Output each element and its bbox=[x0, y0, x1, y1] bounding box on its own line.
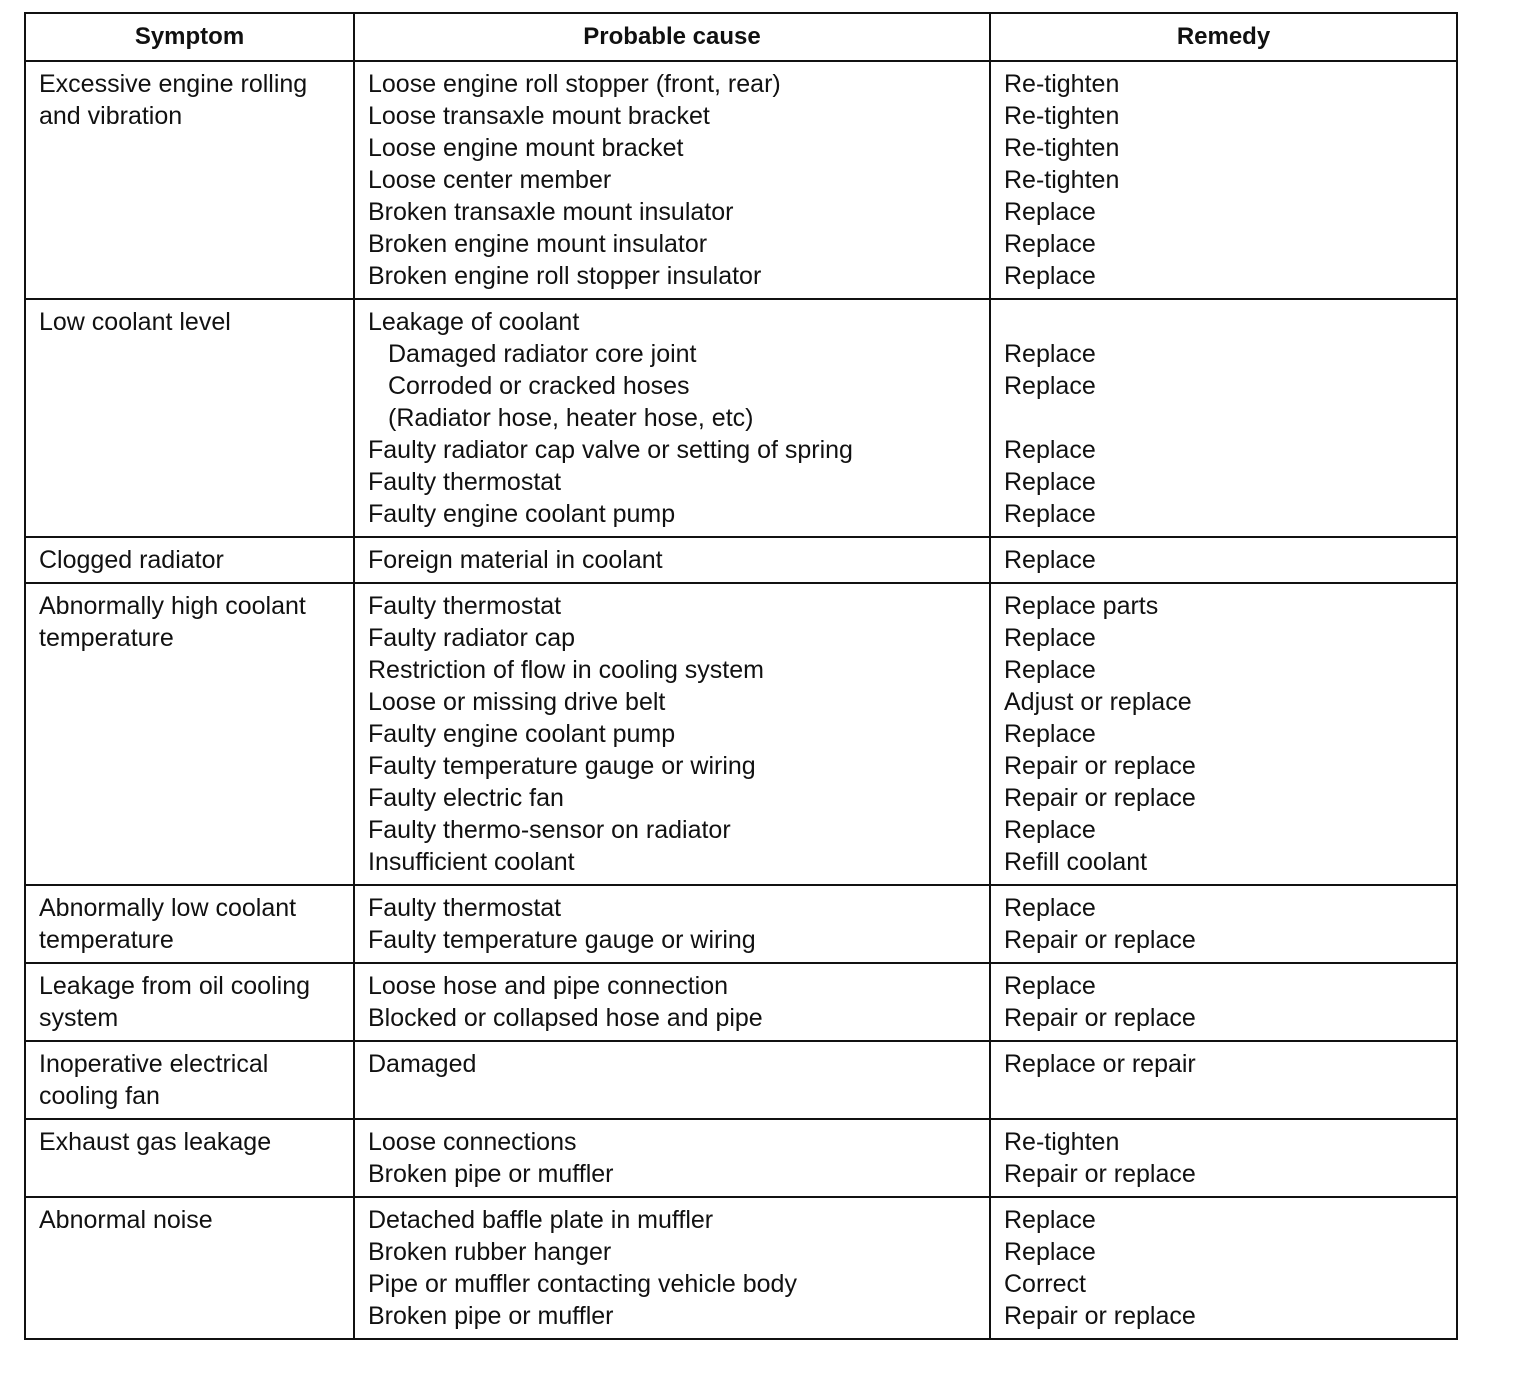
cause-text: Loose engine mount bracket bbox=[368, 134, 684, 162]
cause-text: Corroded or cracked hoses bbox=[388, 372, 690, 400]
header-row bbox=[25, 13, 1457, 61]
remedy-cell bbox=[990, 537, 1457, 583]
cause-text: Damaged bbox=[368, 1050, 477, 1078]
symptom-text: Clogged radiator bbox=[39, 546, 224, 574]
cause-text: Loose or missing drive belt bbox=[368, 688, 666, 716]
symptom-cell bbox=[25, 299, 354, 537]
cause-text: Faulty temperature gauge or wiring bbox=[368, 752, 756, 780]
remedy-text: Replace bbox=[1004, 624, 1096, 652]
remedy-text: Re-tighten bbox=[1004, 1128, 1120, 1156]
cause-text: Faulty thermostat bbox=[368, 894, 562, 922]
remedy-cell bbox=[990, 299, 1457, 537]
cause-text: Restriction of flow in cooling system bbox=[368, 656, 764, 684]
symptom-cell bbox=[25, 583, 354, 885]
symptom-text: temperature bbox=[39, 624, 174, 652]
remedy-text: Replace bbox=[1004, 656, 1096, 684]
remedy-cell bbox=[990, 885, 1457, 963]
cause-text: Damaged radiator core joint bbox=[388, 340, 697, 368]
table-row bbox=[25, 537, 1457, 583]
remedy-text: Refill coolant bbox=[1004, 848, 1148, 876]
symptom-text: Abnormally low coolant bbox=[39, 894, 297, 922]
symptom-cell bbox=[25, 61, 354, 299]
remedy-cell bbox=[990, 1197, 1457, 1339]
symptom-text: Leakage from oil cooling bbox=[39, 972, 310, 1000]
remedy-text: Replace bbox=[1004, 546, 1096, 574]
symptom-text: Abnormal noise bbox=[39, 1206, 213, 1234]
probable-cause-header: Probable cause bbox=[354, 13, 990, 61]
table-row bbox=[25, 61, 1457, 299]
probable-cause-cell bbox=[354, 885, 990, 963]
remedy-text bbox=[1004, 402, 1444, 434]
probable-cause-cell bbox=[354, 1197, 990, 1339]
probable-cause-cell bbox=[354, 1119, 990, 1197]
symptom-header: Symptom bbox=[25, 13, 354, 61]
remedy-cell bbox=[990, 1119, 1457, 1197]
remedy-text: Replace bbox=[1004, 230, 1096, 258]
cause-text: Leakage of coolant bbox=[368, 308, 580, 336]
table-row bbox=[25, 583, 1457, 885]
remedy-text bbox=[1004, 306, 1444, 338]
cause-text: Faulty thermostat bbox=[368, 592, 562, 620]
remedy-text: Replace bbox=[1004, 720, 1096, 748]
probable-cause-cell bbox=[354, 583, 990, 885]
table-row bbox=[25, 1119, 1457, 1197]
remedy-text: Replace or repair bbox=[1004, 1050, 1196, 1078]
cause-text: Detached baffle plate in muffler bbox=[368, 1206, 714, 1234]
remedy-text: Re-tighten bbox=[1004, 166, 1120, 194]
cause-text: Faulty radiator cap bbox=[368, 624, 576, 652]
remedy-text: Repair or replace bbox=[1004, 784, 1196, 812]
remedy-text: Repair or replace bbox=[1004, 926, 1196, 954]
table-row bbox=[25, 963, 1457, 1041]
probable-cause-cell bbox=[354, 537, 990, 583]
symptom-text: temperature bbox=[39, 926, 174, 954]
remedy-text: Repair or replace bbox=[1004, 752, 1196, 780]
cause-text: Broken pipe or muffler bbox=[368, 1160, 614, 1188]
remedy-cell bbox=[990, 583, 1457, 885]
remedy-text: Re-tighten bbox=[1004, 102, 1120, 130]
cause-text: Loose engine roll stopper (front, rear) bbox=[368, 70, 781, 98]
remedy-text: Replace bbox=[1004, 340, 1096, 368]
cause-text: Faulty radiator cap valve or setting of spring bbox=[368, 436, 853, 464]
cause-text: Broken engine mount insulator bbox=[368, 230, 708, 258]
table-row bbox=[25, 1197, 1457, 1339]
cause-text: Pipe or muffler contacting vehicle body bbox=[368, 1270, 797, 1298]
remedy-text: Replace bbox=[1004, 816, 1096, 844]
cause-text: Faulty engine coolant pump bbox=[368, 500, 676, 528]
symptom-cell bbox=[25, 885, 354, 963]
remedy-cell bbox=[990, 963, 1457, 1041]
table-row bbox=[25, 885, 1457, 963]
cause-text: Faulty temperature gauge or wiring bbox=[368, 926, 756, 954]
cause-text: Loose center member bbox=[368, 166, 612, 194]
table-header bbox=[25, 13, 1457, 61]
symptom-text: system bbox=[39, 1004, 119, 1032]
symptom-text: Abnormally high coolant bbox=[39, 592, 306, 620]
cause-text: Blocked or collapsed hose and pipe bbox=[368, 1004, 763, 1032]
remedy-text: Replace bbox=[1004, 468, 1096, 496]
probable-cause-cell bbox=[354, 61, 990, 299]
remedy-text: Replace bbox=[1004, 262, 1096, 290]
table-row bbox=[25, 299, 1457, 537]
remedy-text: Replace bbox=[1004, 972, 1096, 1000]
probable-cause-cell bbox=[354, 1041, 990, 1119]
cause-text: Foreign material in coolant bbox=[368, 546, 663, 574]
remedy-text: Replace bbox=[1004, 436, 1096, 464]
remedy-text: Replace bbox=[1004, 500, 1096, 528]
cause-text: Broken transaxle mount insulator bbox=[368, 198, 734, 226]
cause-text: Broken engine roll stopper insulator bbox=[368, 262, 762, 290]
table-row bbox=[25, 1041, 1457, 1119]
cause-text: Faulty electric fan bbox=[368, 784, 564, 812]
probable-cause-cell bbox=[354, 963, 990, 1041]
remedy-text: Correct bbox=[1004, 1270, 1086, 1298]
remedy-header: Remedy bbox=[990, 13, 1457, 61]
remedy-text: Replace bbox=[1004, 372, 1096, 400]
cause-text: Faulty thermo-sensor on radiator bbox=[368, 816, 731, 844]
symptom-text: Excessive engine rolling bbox=[39, 70, 308, 98]
symptom-cell bbox=[25, 1197, 354, 1339]
remedy-text: Repair or replace bbox=[1004, 1160, 1196, 1188]
symptom-cell bbox=[25, 1041, 354, 1119]
cause-text: Faulty thermostat bbox=[368, 468, 562, 496]
cause-text: Loose connections bbox=[368, 1128, 577, 1156]
cause-text: Faulty engine coolant pump bbox=[368, 720, 676, 748]
remedy-text: Repair or replace bbox=[1004, 1302, 1196, 1330]
cause-text: Insufficient coolant bbox=[368, 848, 575, 876]
table-body bbox=[25, 61, 1457, 1339]
symptom-cell bbox=[25, 537, 354, 583]
remedy-cell bbox=[990, 61, 1457, 299]
remedy-text: Replace bbox=[1004, 894, 1096, 922]
symptom-cell bbox=[25, 1119, 354, 1197]
remedy-text: Replace bbox=[1004, 1206, 1096, 1234]
symptom-text: cooling fan bbox=[39, 1082, 160, 1110]
symptom-text: and vibration bbox=[39, 102, 183, 130]
symptom-text: Inoperative electrical bbox=[39, 1050, 269, 1078]
remedy-text: Adjust or replace bbox=[1004, 688, 1192, 716]
remedy-cell bbox=[990, 1041, 1457, 1119]
remedy-text: Replace bbox=[1004, 1238, 1096, 1266]
troubleshooting-table bbox=[24, 12, 1458, 1340]
cause-text: (Radiator hose, heater hose, etc) bbox=[388, 404, 754, 432]
remedy-text: Repair or replace bbox=[1004, 1004, 1196, 1032]
cause-text: Loose hose and pipe connection bbox=[368, 972, 729, 1000]
symptom-text: Low coolant level bbox=[39, 308, 231, 336]
remedy-text: Replace bbox=[1004, 198, 1096, 226]
remedy-text: Re-tighten bbox=[1004, 134, 1120, 162]
cause-text: Broken rubber hanger bbox=[368, 1238, 612, 1266]
symptom-cell bbox=[25, 963, 354, 1041]
probable-cause-cell bbox=[354, 299, 990, 537]
symptom-text: Exhaust gas leakage bbox=[39, 1128, 272, 1156]
cause-text: Loose transaxle mount bracket bbox=[368, 102, 710, 130]
remedy-text: Re-tighten bbox=[1004, 70, 1120, 98]
remedy-text: Replace parts bbox=[1004, 592, 1159, 620]
cause-text: Broken pipe or muffler bbox=[368, 1302, 614, 1330]
